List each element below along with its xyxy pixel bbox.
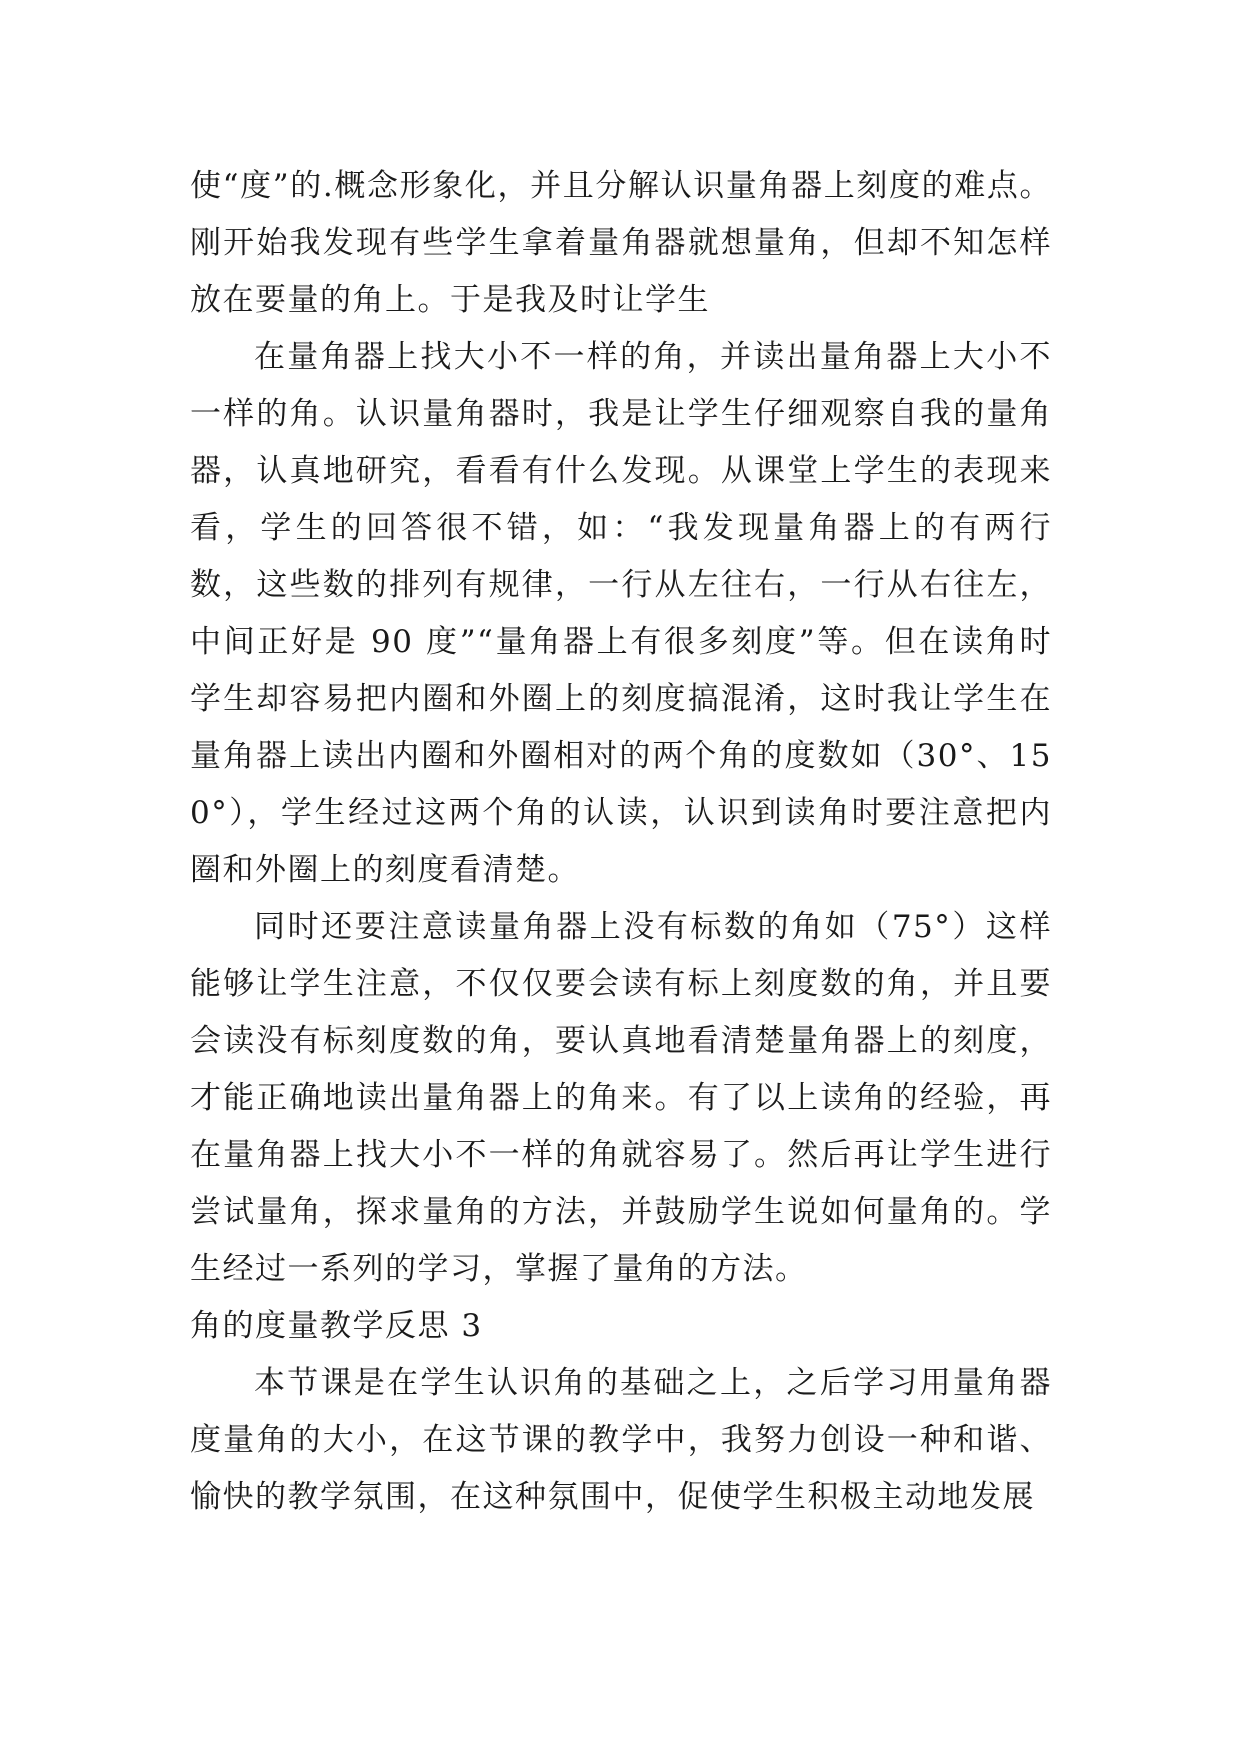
paragraph-2: 在量角器上找大小不一样的角，并读出量角器上大小不一样的角。认识量角器时，我是让学生仔细观察自我的量角器，认真地研究，看看有什么发现。从课堂上学生的表现来看，学生的回答很不错，如：“我发现量角器上的有两行数，这些数的排列有规律，一行从左往右，一行从右往左，中间正好是 90 度”“量角器上有很多刻度”等。但在读角时学生却容易把内圈和外圈上的刻度搞混淆，这时我让学生在量角器上读出内圈和外圈相对的两个角的度数如（30°、150°），学生经过这两个角的认读，认识到读角时要注意把内圈和外圈上的刻度看清楚。 bbox=[190, 339, 1052, 888]
section-heading: 角的度量教学反思 3 bbox=[190, 1308, 483, 1344]
paragraph-4: 本节课是在学生认识角的基础之上，之后学习用量角器度量角的大小，在这节课的教学中，我努力创设一种和谐、愉快的教学氛围，在这种氛围中，促使学生积极主动地发展 bbox=[190, 1365, 1052, 1515]
paragraph-1: 使“度”的.概念形象化，并且分解认识量角器上刻度的难点。刚开始我发现有些学生拿着量角器就想量角，但却不知怎样放在要量的角上。于是我及时让学生 bbox=[190, 168, 1052, 318]
document-body bbox=[190, 158, 1052, 1526]
paragraph-3: 同时还要注意读量角器上没有标数的角如（75°）这样能够让学生注意，不仅仅要会读有标上刻度数的角，并且要会读没有标刻度数的角，要认真地看清楚量角器上的刻度，才能正确地读出量角器上的角来。有了以上读角的经验，再在量角器上找大小不一样的角就容易了。然后再让学生进行尝试量角，探求量角的方法，并鼓励学生说如何量角的。学生经过一系列的学习，掌握了量角的方法。 bbox=[190, 909, 1052, 1287]
